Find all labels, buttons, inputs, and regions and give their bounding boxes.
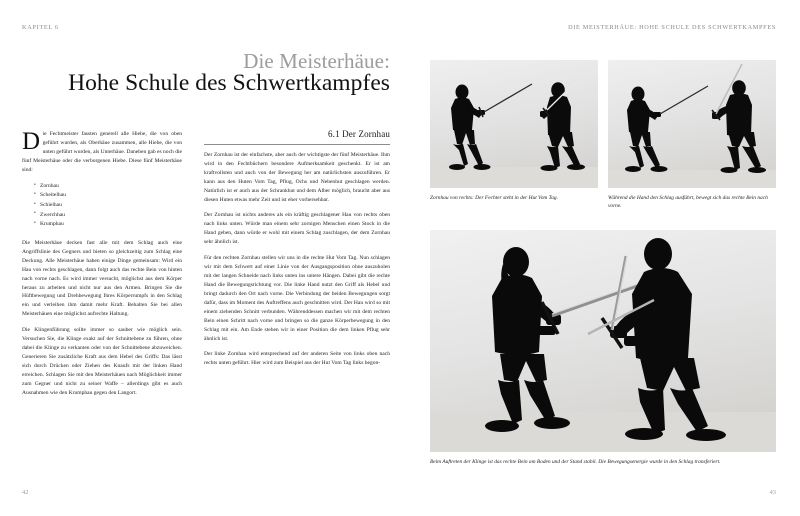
section-paragraph-1: Der Zornhau ist der einfachste, aber auch der wichtigste der fünf Meisterhäue. Ihm wird in den Fechtbüchern besondere Aufmerksamkeit geschenkt. Er ist am kraftvollsten und auch von der Bewegung her am natürlichsten auszuführen. Er kann aus den Huten Vom Tag, Pflug, Ochs und Nebenhut geschlagen werden. Natürlich ist er auch aus der Schrankhut und dem Alber möglich, braucht aber aus diesen Huten etwas mehr Zeit und ist eher vorhersehbar. [204,151,390,203]
section-paragraph-4: Der linke Zornhau wird entsprechend auf der anderen Seite von links oben nach rechts unten geführt. Hier wird zum Beispiel aus der Hut Vom Tag links begon- [204,351,390,367]
list-item: • Zornhau [40,182,182,192]
text-column-right [204,130,390,375]
photo-caption-top-right: Während die Hand den Schlag ausführt, bewegt sich das rechte Bein nach vorne. [608,195,768,210]
body-paragraph-2: Die Meisterhäue decken fast alle mit dem Schlag auch eine Angriffslinie des Gegners und bieten so gleichzeitig zum Schlag eine Deckung. Alle Meisterhäue haben einige Dinge gemeinsam: Wird ein Hau von rechts geschlagen, dann folgt auch das rechte Bein von hinten nach vorne nach. Es wird immer versucht, möglichst aus dem Körper heraus zu arbeiten und nicht nur aus den Armen. Bringen Sie die Hüftbewegung und Drehbewegung Ihres Körperrumpfs in den Schlag ein und verleihen ihm damit mehr Kraft. Behalten Sie bei allen Meisterhäuen eine möglichst aufrechte Haltung. [22,239,182,318]
list-item: • Schielhau [40,201,182,211]
photo-zornhau-swing [608,60,776,188]
photo-caption-top-left: Zornhau von rechts: Der Fechter steht in der Hut Vom Tag. [430,195,558,201]
intro-paragraph [22,130,182,175]
intro-paragraph-text: ie Fechtmeister fassten generell alle Hiebe, die von oben geführt wurden, als Oberhäue zusammen, alle Hiebe, die von unten geführt wurden, als Unterhäue. Daneben gab es noch die fünf Meisterhäue oder die verborgenen Hiebe. Diese fünf Meisterhäue sind: [22,131,182,173]
drop-cap: D [22,128,41,155]
photo-zornhau-impact [430,230,776,452]
section-paragraph-3: Für den rechten Zornhau stellen wir uns in die rechte Hut Vom Tag. Nun schlagen wir mit dem Schwert auf einer Linie von der Ausgangsposition ohne auszuholen mit der langen Schneide nach links unten ins untere Hängen. Dabei gibt die rechte Hand die Bewegungsrichtung vor. Die linke Hand nutzt den Griff als Hebel und bringt dadurch den Ort nach vorne. Die Verbindung der beiden Bewegungen sorgt dafür, dass im Moment des Auftreffens auch geschnitten wird. Der Hau wird so mit einem ziehenden Schnitt verbunden. Währenddessen machen wir mit dem rechten Bein einen Schritt nach vorne und bringen so die ganze Körperbewegung in den Schlag mit ein. Am Ende stehen wir in einer Position die dem linken Pflug sehr ähnlich ist. [204,254,390,342]
list-item: • Zwerchhau [40,211,182,221]
page-number-right: 43 [769,489,776,496]
list-item: • Krumphau [40,220,182,230]
running-head-right: DIE MEISTERHÄUE: HOHE SCHULE DES SCHWERTKAMPFES [568,24,776,31]
section-heading: 6.1 Der Zornhau [328,129,390,139]
photo-caption-bottom: Beim Auftreten der Klinge ist das rechte Bein am Boden und der Stand stabil. Die Bewegungsenergie wurde in den Schlag transferiert. [430,459,721,465]
running-head-left: KAPITEL 6 [22,24,59,31]
photo-zornhau-start [430,60,598,188]
text-column-left [22,130,182,404]
chapter-title-line-1: Die Meisterhäue: [243,49,390,73]
chapter-title [22,50,390,96]
list-item: • Scheitelhau [40,191,182,201]
section-divider-rule [204,144,390,145]
chapter-title-line-2: Hohe Schule des Schwertkampfes [68,70,390,97]
meisterhaue-list [22,182,182,230]
section-paragraph-2: Der Zornhau ist nichts anderes als ein kräftig geschlagener Hau von rechts oben nach links unten. Würde man einem sehr zornigen Menschen einen Stock in die Hand geben, dann würde er wohl mit einem Schlag zuschlagen, der dem Zornhau sehr ähnlich ist. [204,212,390,246]
page-number-left: 42 [22,489,29,496]
body-paragraph-3: Die Klingenführung sollte immer so sauber wie möglich sein. Versuchen Sie, die Klinge exakt auf der Schnittebene zu führen, ohne dabei die Klinge zu verkanten oder von der Schnittebene abzuweichen. Generieren Sie zusätzliche Kraft aus dem Hebel des Griffs: Das lässt sich durch Drücken oder Ziehen des Knaufs mit der linken Hand erreichen. Schlagen Sie mit den Meisterhäuen nach Möglichkeit immer zum Gegner und nicht zu seiner Waffe – allerdings gibt es auch Ausnahmen wie den Krumphau gegen den Langort. [22,326,182,396]
